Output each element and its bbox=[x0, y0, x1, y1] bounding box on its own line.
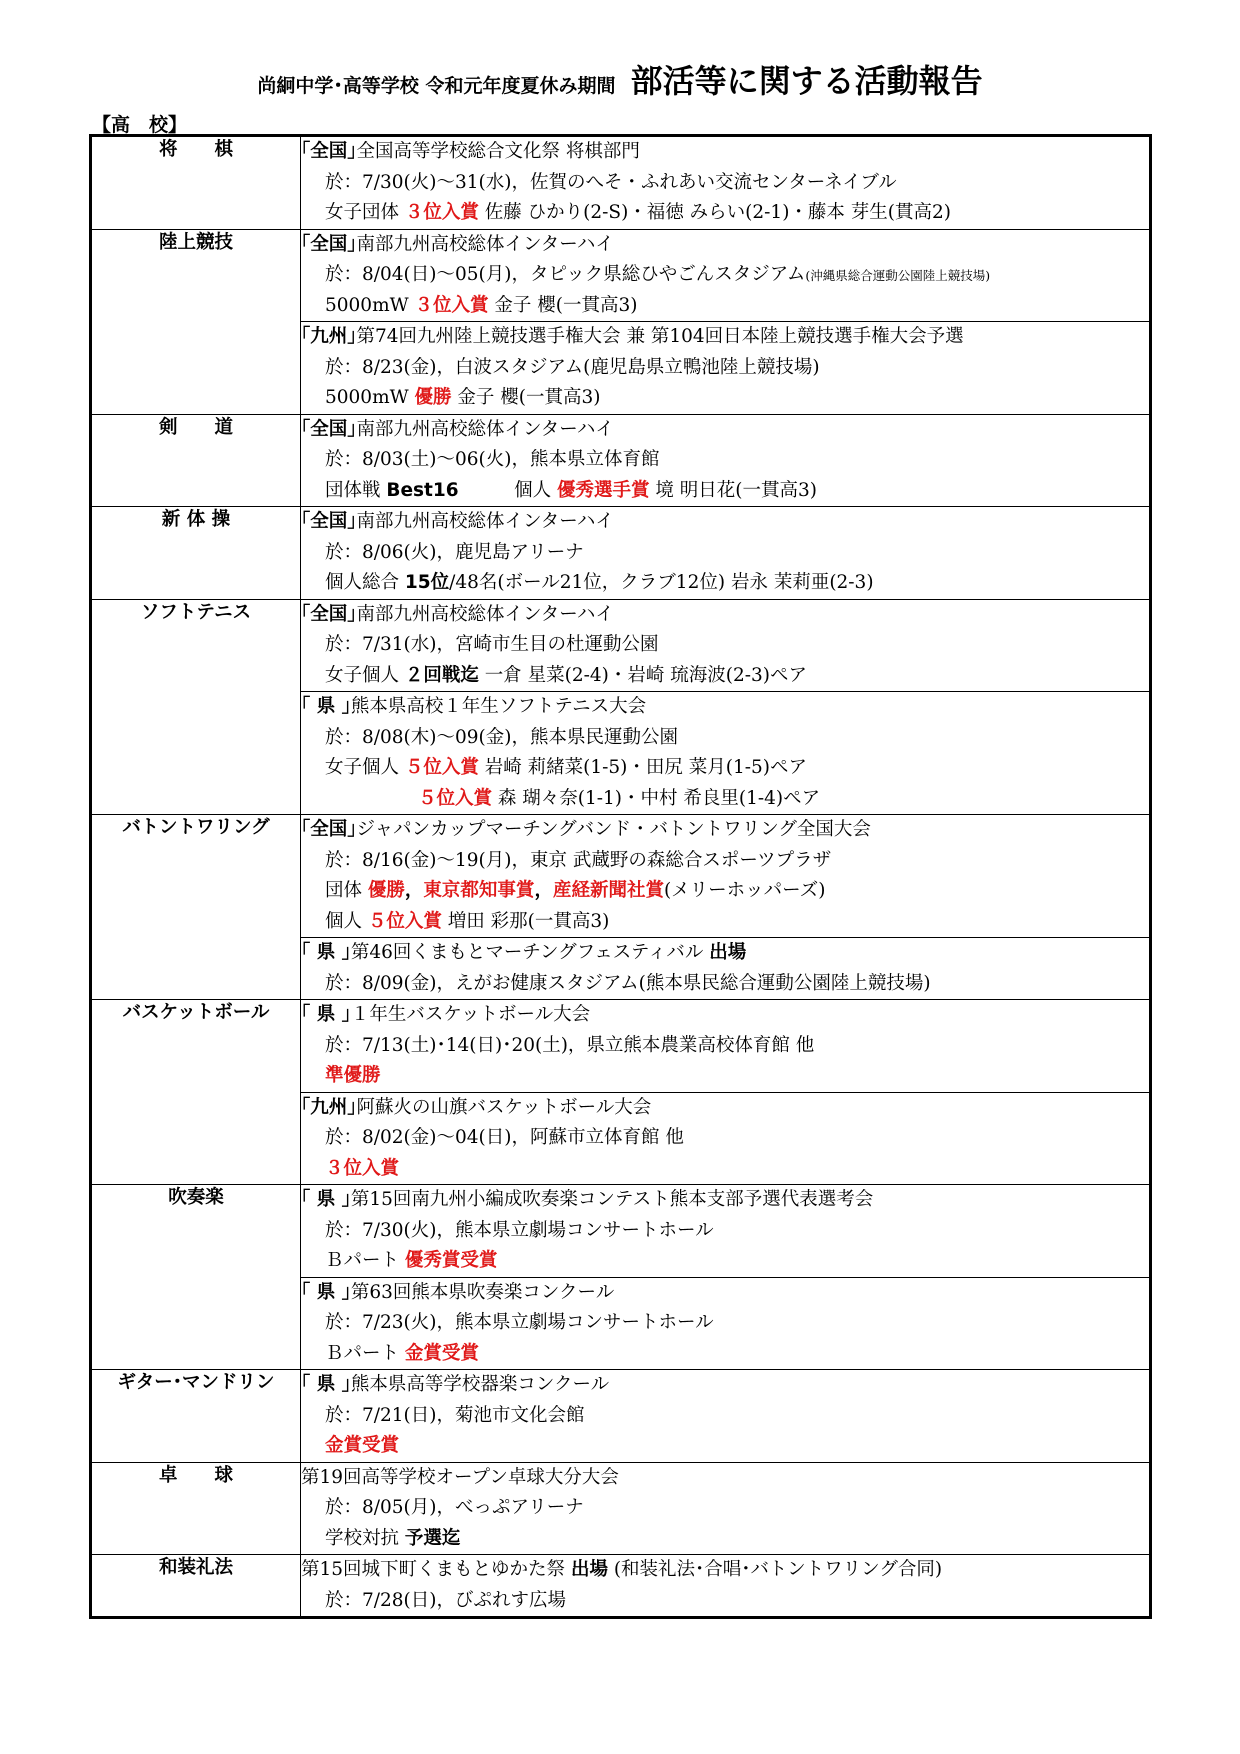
page-title: 部活等に関する活動報告 bbox=[630, 62, 983, 100]
event-result bbox=[301, 1246, 1149, 1277]
event-cell bbox=[301, 1277, 1151, 1370]
event-result bbox=[301, 1431, 1149, 1462]
table-row bbox=[91, 229, 1151, 322]
event-cell bbox=[301, 1185, 1151, 1278]
event-venue: 於：7/30(火)，熊本県立劇場コンサートホール bbox=[325, 1219, 714, 1241]
event-name: 南部九州高校総体インターハイ bbox=[356, 418, 614, 440]
rank: 15位 bbox=[404, 572, 450, 593]
club-name: ソフトテニス bbox=[91, 599, 301, 815]
event-name: 第15回南九州小編成吹奏楽コンテスト熊本支部予選代表選考会 bbox=[350, 1189, 874, 1210]
event-venue: 於：8/16(金)～19(月)，東京 武蔵野の森総合スポーツプラザ bbox=[325, 849, 832, 871]
table-row bbox=[91, 507, 1151, 600]
award: ５位入賞 bbox=[404, 757, 479, 778]
event-venue: 於：8/08(木)～09(金)，熊本県民運動公園 bbox=[325, 726, 678, 748]
award: 準優勝 bbox=[325, 1065, 381, 1086]
event-title bbox=[301, 1000, 1149, 1031]
event-title bbox=[301, 1555, 1149, 1586]
table-row bbox=[91, 1370, 1151, 1463]
award: ３位入賞 bbox=[325, 1157, 400, 1179]
event-result bbox=[301, 1339, 1149, 1370]
event-title bbox=[301, 415, 1149, 446]
event-title bbox=[301, 322, 1149, 353]
event-note: (和装礼法･合唱･バトントワリング合同) bbox=[607, 1559, 943, 1580]
school-period: 尚絅中学･高等学校 令和元年度夏休み期間 bbox=[257, 75, 616, 97]
participants: 佐藤 ひかり(2-S)・福徳 みらい(2-1)・藤本 芽生(貫高2) bbox=[478, 202, 951, 223]
level-badge: ｢ 県 ｣ bbox=[301, 696, 351, 717]
level-badge: ｢ 県 ｣ bbox=[301, 1374, 351, 1395]
event-title bbox=[301, 230, 1149, 261]
award: 金賞受賞 bbox=[325, 1435, 400, 1456]
separator: ， bbox=[404, 880, 424, 901]
team-name: (メリーホッパーズ) bbox=[663, 880, 826, 901]
document-title bbox=[0, 56, 1240, 102]
result-text: 出場 bbox=[709, 942, 747, 963]
event-result bbox=[301, 476, 1149, 507]
table-row bbox=[91, 599, 1151, 692]
event-title bbox=[301, 1463, 1149, 1494]
participants: 一倉 星菜(2-4)・岩崎 琉海波(2-3)ペア bbox=[478, 664, 808, 686]
event-title bbox=[301, 815, 1149, 846]
table-row bbox=[91, 414, 1151, 507]
level-badge: ｢九州｣ bbox=[301, 1096, 357, 1118]
event-name: 南部九州高校総体インターハイ bbox=[356, 233, 614, 255]
result-category: 5000mW bbox=[325, 387, 415, 408]
venue-note: (沖縄県総合運動公園陸上競技場) bbox=[805, 268, 991, 283]
event-venue bbox=[301, 260, 1149, 291]
event-title bbox=[301, 137, 1149, 168]
event-cell bbox=[301, 507, 1151, 600]
award: 東京都知事賞 bbox=[423, 880, 535, 901]
event-name: 第15回城下町くまもとゆかた祭 bbox=[301, 1559, 571, 1580]
activity-table bbox=[89, 134, 1152, 1619]
club-name: 新 体 操 bbox=[91, 507, 301, 600]
club-name: バトントワリング bbox=[91, 815, 301, 1000]
event-name: 南部九州高校総体インターハイ bbox=[356, 511, 614, 532]
event-venue: 於：8/03(土)～06(火)，熊本県立体育館 bbox=[325, 449, 660, 470]
level-badge: ｢九州｣ bbox=[301, 326, 357, 347]
event-result bbox=[301, 784, 1149, 815]
award: 優秀賞受賞 bbox=[404, 1250, 498, 1271]
event-cell bbox=[301, 599, 1151, 692]
club-name: ギター･マンドリン bbox=[91, 1370, 301, 1463]
participants: 金子 櫻(一貫高3) bbox=[488, 294, 638, 316]
event-title bbox=[301, 600, 1149, 631]
event-venue: 於：8/05(月)，べっぷアリーナ bbox=[325, 1497, 584, 1518]
event-venue: 於：7/28(日)，びぷれす広場 bbox=[325, 1589, 566, 1611]
event-cell bbox=[301, 1462, 1151, 1555]
event-title bbox=[301, 1093, 1149, 1124]
award: 金賞受賞 bbox=[404, 1342, 479, 1364]
event-result bbox=[301, 198, 1149, 229]
participants: 金子 櫻(一貫高3) bbox=[451, 387, 601, 408]
level-badge: ｢ 県 ｣ bbox=[301, 1004, 351, 1025]
level-badge: ｢ 県 ｣ bbox=[301, 1281, 351, 1303]
award: ５位入賞 bbox=[418, 787, 493, 809]
event-name: 第46回くまもとマーチングフェスティバル bbox=[350, 942, 710, 963]
award: 優勝 bbox=[367, 880, 405, 901]
result-category: 学校対抗 bbox=[325, 1527, 405, 1549]
award: ５位入賞 bbox=[367, 910, 442, 932]
award: 優秀選手賞 bbox=[557, 479, 650, 501]
event-title bbox=[301, 938, 1149, 969]
level-badge: ｢全国｣ bbox=[301, 819, 357, 840]
table-row bbox=[91, 1555, 1151, 1618]
result-text: 出場 bbox=[570, 1559, 608, 1580]
event-result bbox=[301, 876, 1149, 907]
event-venue: 於：7/31(水)，宮崎市生目の杜運動公園 bbox=[325, 634, 659, 655]
award: ３位入賞 bbox=[414, 294, 489, 316]
table-row bbox=[91, 1185, 1151, 1278]
event-result bbox=[301, 753, 1149, 784]
event-cell bbox=[301, 692, 1151, 815]
event-name: 阿蘇火の山旗バスケットボール大会 bbox=[356, 1096, 652, 1118]
result-category: 個人総合 bbox=[325, 572, 405, 593]
level-badge: ｢全国｣ bbox=[301, 603, 357, 625]
result-category: Ｂパート bbox=[325, 1250, 405, 1271]
event-result bbox=[301, 383, 1149, 414]
event-cell bbox=[301, 815, 1151, 938]
event-venue: 於：8/23(金)，白波スタジアム(鹿児島県立鴨池陸上競技場) bbox=[325, 356, 820, 378]
event-cell bbox=[301, 322, 1151, 415]
event-venue: 於：7/30(火)～31(水)，佐賀のへそ・ふれあい交流センターネイブル bbox=[325, 171, 897, 193]
award: 産経新聞社賞 bbox=[552, 880, 664, 901]
event-name: 第63回熊本県吹奏楽コンクール bbox=[350, 1281, 615, 1303]
event-name: 南部九州高校総体インターハイ bbox=[356, 603, 614, 625]
event-cell bbox=[301, 414, 1151, 507]
event-title bbox=[301, 1185, 1149, 1216]
event-name: 熊本県高校１年生ソフトテニス大会 bbox=[350, 696, 647, 717]
participants: 森 瑚々奈(1-1)・中村 希良里(1-4)ペア bbox=[492, 787, 821, 809]
club-name: 将 棋 bbox=[91, 136, 301, 230]
event-venue: 於：8/06(火)，鹿児島アリーナ bbox=[325, 541, 584, 563]
event-title bbox=[301, 507, 1149, 538]
event-title bbox=[301, 692, 1149, 723]
result-category: 女子団体 bbox=[325, 202, 405, 223]
result-category: 女子個人 bbox=[325, 664, 405, 686]
level-badge: ｢全国｣ bbox=[301, 233, 357, 255]
level-badge: ｢ 県 ｣ bbox=[301, 1189, 351, 1210]
event-cell bbox=[301, 229, 1151, 322]
participants: 境 明日花(一貫高3) bbox=[649, 479, 818, 501]
club-name: 和装礼法 bbox=[91, 1555, 301, 1618]
club-name: 吹奏楽 bbox=[91, 1185, 301, 1370]
event-venue: 於：7/23(火)，熊本県立劇場コンサートホール bbox=[325, 1312, 714, 1333]
level-badge: ｢全国｣ bbox=[301, 418, 357, 440]
event-venue: 於：8/02(金)～04(日)，阿蘇市立体育館 他 bbox=[325, 1127, 684, 1148]
result-category: 女子個人 bbox=[325, 757, 405, 778]
result-category: 個人 bbox=[325, 910, 368, 932]
event-cell bbox=[301, 1092, 1151, 1185]
event-cell bbox=[301, 1555, 1151, 1618]
event-result bbox=[301, 291, 1149, 322]
event-cell bbox=[301, 1370, 1151, 1463]
event-result bbox=[301, 1061, 1149, 1092]
event-name: 第19回高等学校オープン卓球大分大会 bbox=[301, 1466, 619, 1488]
round-result: ２回戦迄 bbox=[404, 664, 479, 686]
event-name: 熊本県高等学校器楽コンクール bbox=[350, 1374, 610, 1395]
event-venue: 於：7/21(日)，菊池市文化会館 bbox=[325, 1404, 585, 1426]
result-category: 5000mW bbox=[325, 294, 415, 316]
event-result bbox=[301, 1154, 1149, 1185]
level-badge: ｢全国｣ bbox=[301, 511, 357, 532]
club-name: バスケットボール bbox=[91, 1000, 301, 1185]
level-badge: ｢ 県 ｣ bbox=[301, 942, 351, 963]
event-venue: 於：7/13(土)･14(日)･20(土)，県立熊本農業高校体育館 他 bbox=[325, 1034, 815, 1056]
award: 優勝 bbox=[414, 387, 452, 408]
team-result: Best16 bbox=[386, 479, 459, 501]
table-row bbox=[91, 815, 1151, 938]
event-result bbox=[301, 661, 1149, 692]
participants: /48名(ボール21位，クラブ12位) 岩永 茉莉亜(2-3) bbox=[449, 572, 874, 593]
event-result bbox=[301, 568, 1149, 599]
round-result: 予選迄 bbox=[404, 1527, 461, 1549]
event-title bbox=[301, 1370, 1149, 1401]
participants: 増田 彩那(一貫高3) bbox=[441, 910, 610, 932]
result-category: 団体 bbox=[325, 880, 368, 901]
event-cell bbox=[301, 1000, 1151, 1093]
award: ３位入賞 bbox=[404, 202, 479, 223]
event-result bbox=[301, 1524, 1149, 1555]
table-row bbox=[91, 136, 1151, 230]
result-category: 団体戦 bbox=[325, 479, 387, 501]
venue-text: 於：8/04(日)～05(月)，タピック県総ひやごんスタジアム bbox=[325, 264, 806, 285]
separator: ， bbox=[534, 880, 553, 901]
event-venue: 於：8/09(金)，えがお健康スタジアム(熊本県民総合運動公園陸上競技場) bbox=[325, 972, 931, 994]
table-row bbox=[91, 1462, 1151, 1555]
event-name: 第74回九州陸上競技選手権大会 兼 第104回日本陸上競技選手権大会予選 bbox=[356, 326, 964, 347]
level-badge: ｢全国｣ bbox=[301, 141, 357, 162]
section-label: 【高 校】 bbox=[92, 114, 188, 136]
participants: 岩崎 莉緒菜(1-5)・田尻 菜月(1-5)ペア bbox=[478, 757, 808, 778]
event-name: 全国高等学校総合文化祭 将棋部門 bbox=[356, 141, 640, 162]
result-category: Ｂパート bbox=[325, 1342, 405, 1364]
event-name: ジャパンカップマーチングバンド・バトントワリング全国大会 bbox=[356, 819, 871, 840]
club-name: 陸上競技 bbox=[91, 229, 301, 414]
event-cell bbox=[301, 938, 1151, 1000]
event-cell bbox=[301, 136, 1151, 230]
event-name: １年生バスケットボール大会 bbox=[350, 1004, 591, 1025]
table-row bbox=[91, 1000, 1151, 1093]
club-name: 卓 球 bbox=[91, 1462, 301, 1555]
club-name: 剣 道 bbox=[91, 414, 301, 507]
result-category: 個人 bbox=[458, 479, 558, 501]
event-title bbox=[301, 1278, 1149, 1309]
event-result bbox=[301, 907, 1149, 938]
